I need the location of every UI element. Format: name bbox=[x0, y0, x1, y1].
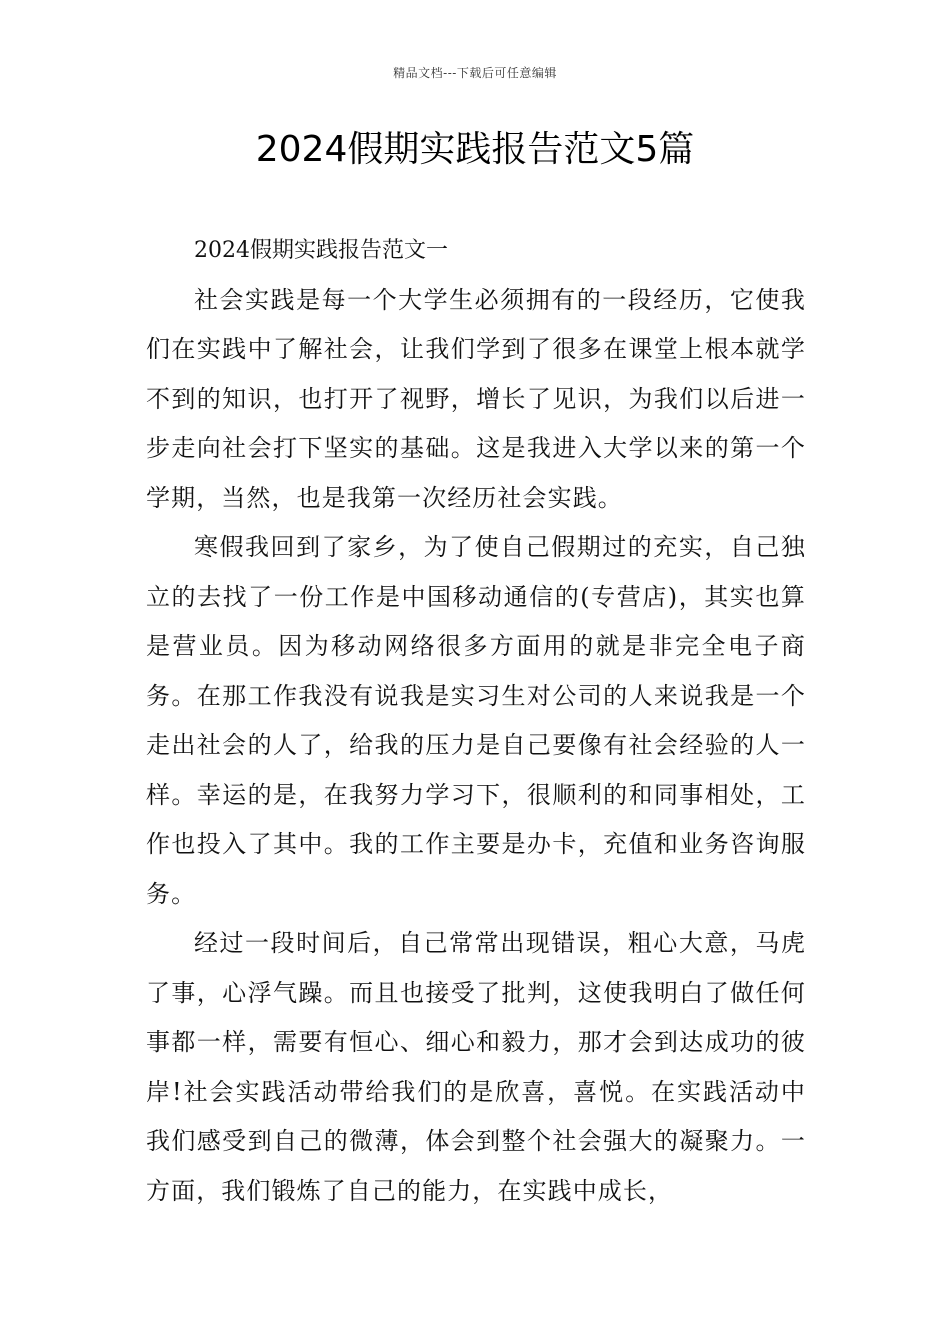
header-note: 精品文档---下载后可任意编辑 bbox=[393, 66, 557, 80]
paragraph-3: 经过一段时间后，自己常常出现错误，粗心大意，马虎了事，心浮气躁。而且也接受了批判，这使我明白了做任何事都一样，需要有恒心、细心和毅力，那才会到达成功的彼岸!社会实践活动带给我们的是欣喜，喜悦。在实践活动中我们感受到自己的微薄，体会到整个社会强大的凝聚力。一方面，我们锻炼了自己的能力，在实践中成长， bbox=[146, 929, 806, 1205]
document-title: 2024假期实践报告范文5篇 bbox=[255, 129, 695, 170]
paragraph-1: 社会实践是每一个大学生必须拥有的一段经历，它使我们在实践中了解社会，让我们学到了很多在课堂上根本就学不到的知识，也打开了视野，增长了见识，为我们以后进一步走向社会打下坚实的基础。这是我进入大学以来的第一个学期，当然，也是我第一次经历社会实践。 bbox=[146, 285, 806, 512]
document-body bbox=[146, 226, 806, 1216]
paragraph-2: 寒假我回到了家乡，为了使自己假期过的充实，自己独立的去找了一份工作是中国移动通信的(专营店)，其实也算是营业员。因为移动网络很多方面用的就是非完全电子商务。在那工作我没有说我是实习生对公司的人来说我是一个走出社会的人了，给我的压力是自己要像有社会经验的人一样。幸运的是，在我努力学习下，很顺利的和同事相处，工作也投入了其中。我的工作主要是办卡，充值和业务咨询服务。 bbox=[146, 533, 806, 908]
section-heading: 2024假期实践报告范文一 bbox=[194, 238, 448, 263]
